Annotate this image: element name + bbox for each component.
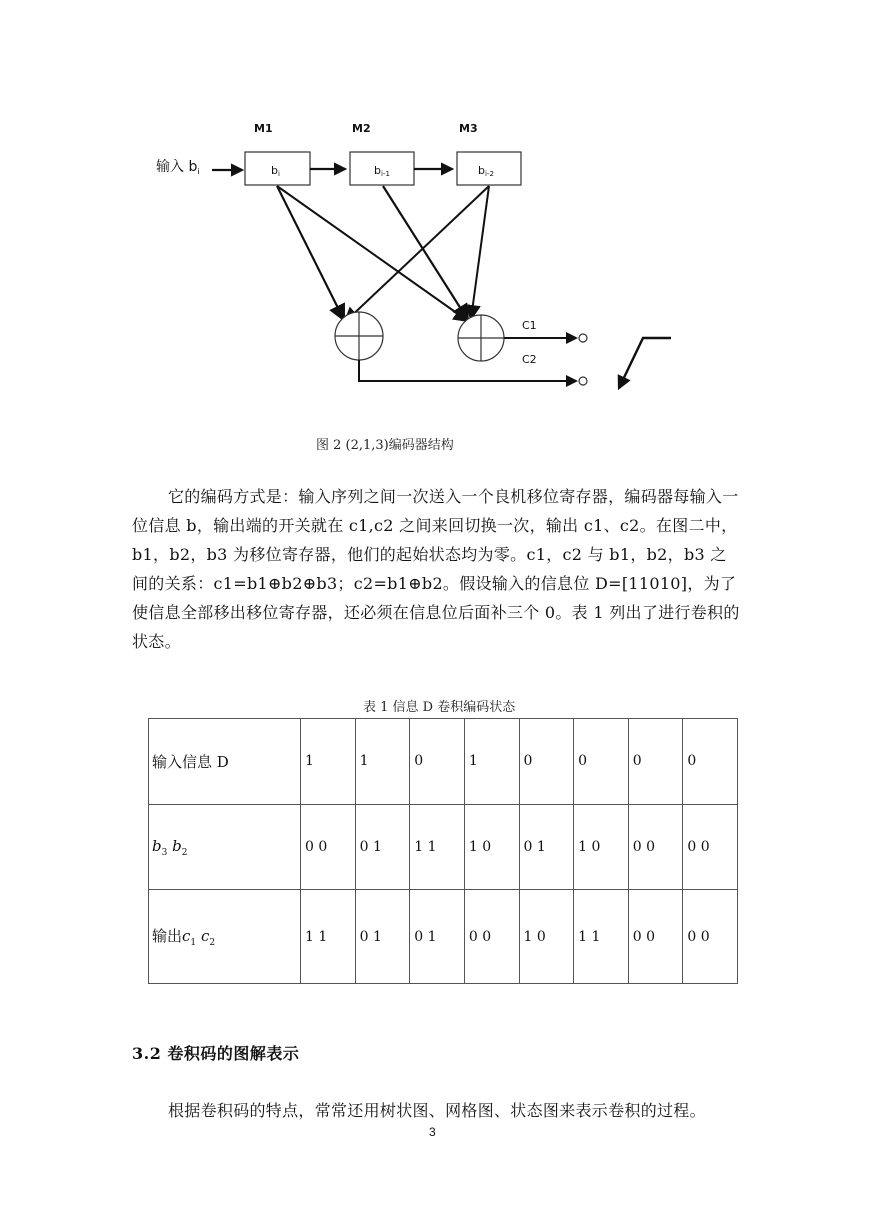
output-label-c2: C2 — [522, 353, 537, 366]
output-c2-terminal — [579, 377, 587, 385]
table-row — [149, 804, 738, 890]
register-box-3 — [457, 152, 521, 185]
table-cell: 0 0 — [683, 890, 738, 984]
table-cell: 0 — [410, 719, 465, 805]
register-label-m2: M2 — [352, 122, 371, 135]
table-cell: 1 1 — [301, 890, 356, 984]
table-cell: 0 — [574, 719, 629, 805]
figure-caption: 图 2 (2,1,3)编码器结构 — [316, 438, 454, 453]
output-c2-line — [359, 360, 576, 381]
table-cell: 0 1 — [355, 890, 410, 984]
table-cell: 0 1 — [519, 804, 574, 890]
section-paragraph-text: 根据卷积码的特点，常常还用树状图、网格图、状态图来表示卷积的过程。 — [168, 1101, 706, 1120]
body-paragraph-text: 它的编码方式是：输入序列之间一次送入一个良机移位寄存器，编码器每输入一位信息 b，输出端的开关就在 c1,c2 之间来回切换一次，输出 c1、c2。在图二中，b1，b2，b3 为移位寄存器，他们的起始状态均为零。c1，c2 与 b1，b2，b3 之间的关系：c1=b1⊕b2⊕b3；c2=b1⊕b2。假设输入的信息位 D=[11010]，为了使信息全部移出移位寄存器，还必须在信息位后面补三个 0。表 1 列出了进行卷积的状态。 — [132, 487, 740, 651]
line-m3-adder-right — [471, 186, 489, 319]
table-cell: 1 — [355, 719, 410, 805]
input-label: 输入 $b_i$ — [156, 159, 200, 176]
table-cell: 1 1 — [410, 804, 465, 890]
output-c1-terminal — [579, 334, 587, 342]
page-number: 3 — [429, 1125, 436, 1139]
line-m2-adder-right — [383, 186, 468, 320]
register-label-m1: M1 — [254, 122, 273, 135]
section-heading: 3.2 卷积码的图解表示 — [132, 1044, 300, 1063]
row-label-output: 输出$c_1$ $c_2$ — [149, 890, 301, 984]
table-cell: 1 0 — [464, 804, 519, 890]
table-caption: 表 1 信息 D 卷积编码状态 — [363, 700, 516, 715]
table-cell: 0 0 — [628, 804, 683, 890]
table-cell: 0 0 — [683, 804, 738, 890]
encoder-diagram — [140, 105, 700, 410]
table-cell: 0 0 — [628, 890, 683, 984]
row-label-input: 输入信息 D — [149, 719, 301, 805]
register-text-2: bi-1 — [374, 164, 390, 178]
table-row — [149, 890, 738, 984]
line-m3-adder-left — [345, 186, 489, 322]
output-switch — [619, 338, 671, 388]
table-cell: 1 — [464, 719, 519, 805]
table-cell: 0 0 — [301, 804, 356, 890]
line-m1-adder-right — [277, 186, 468, 321]
table-cell: 1 — [301, 719, 356, 805]
table-cell: 0 — [683, 719, 738, 805]
adder-left — [335, 312, 383, 360]
table-row — [149, 719, 738, 805]
body-paragraph — [132, 482, 740, 656]
register-text-3: bi-2 — [478, 164, 494, 178]
table-cell: 1 0 — [574, 804, 629, 890]
output-label-c1: C1 — [522, 319, 537, 332]
adder-right — [458, 315, 504, 361]
table-cell: 1 1 — [574, 890, 629, 984]
table-cell: 0 — [519, 719, 574, 805]
table-cell: 0 0 — [464, 890, 519, 984]
table-cell: 0 1 — [355, 804, 410, 890]
register-box-2 — [350, 152, 414, 185]
table-cell: 1 0 — [519, 890, 574, 984]
line-m1-adder-left — [277, 186, 344, 320]
table-cell: 0 1 — [410, 890, 465, 984]
row-label-b3b2: $b_3$ $b_2$ — [149, 804, 301, 890]
register-text-1: bi — [271, 164, 280, 178]
register-label-m3: M3 — [459, 122, 478, 135]
state-table — [148, 718, 738, 984]
table-cell: 0 — [628, 719, 683, 805]
section-paragraph — [132, 1098, 752, 1121]
